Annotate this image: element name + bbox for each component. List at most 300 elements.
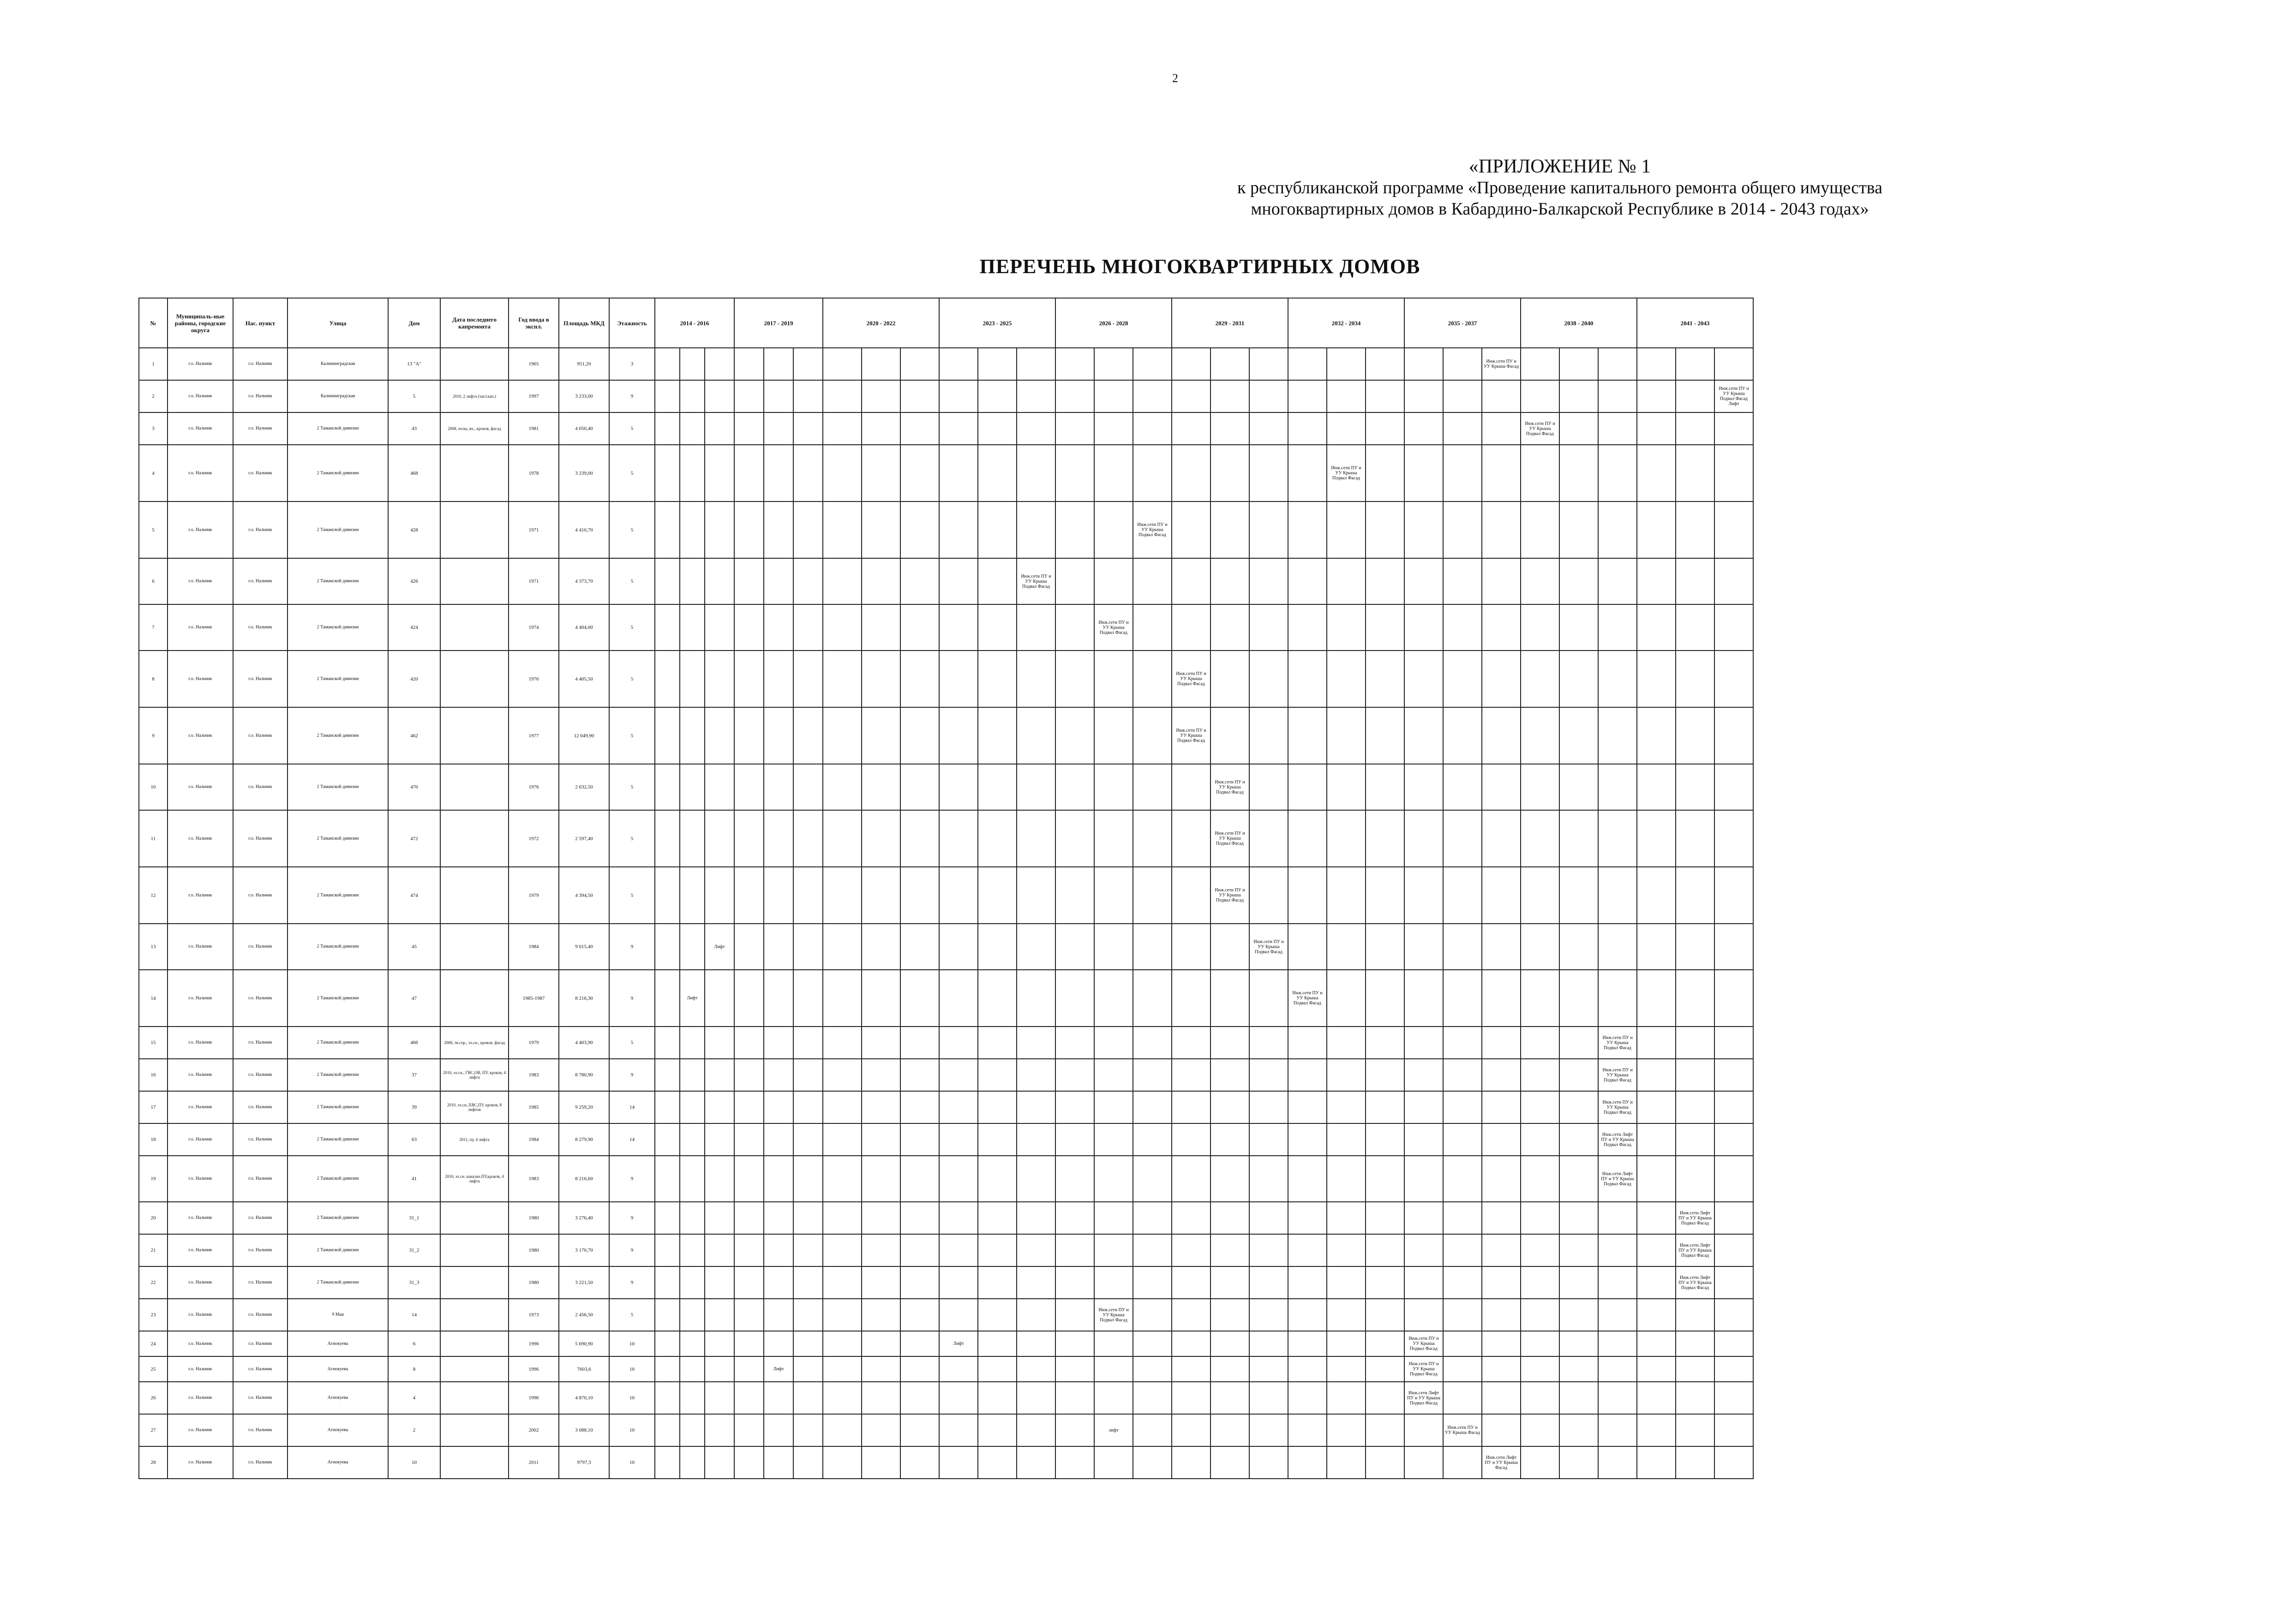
empty-cell [705, 1027, 734, 1059]
cell-num: 14 [139, 970, 168, 1027]
empty-cell [1249, 1156, 1288, 1202]
empty-cell [764, 1091, 793, 1123]
empty-cell [1521, 867, 1559, 924]
header-floors: Этажность [609, 298, 655, 348]
cell-year-built: 1984 [509, 924, 559, 970]
cell-locality: г.о. Нальчик [233, 412, 288, 445]
empty-cell [655, 1356, 680, 1382]
cell-num: 18 [139, 1123, 168, 1156]
empty-cell [655, 1202, 680, 1234]
empty-cell [1637, 867, 1676, 924]
empty-cell [823, 1027, 862, 1059]
empty-cell [939, 764, 978, 810]
cell-municipality: г.о. Нальчик [168, 445, 233, 502]
empty-cell [1598, 502, 1637, 558]
empty-cell [1017, 1356, 1055, 1382]
empty-cell [862, 502, 900, 558]
empty-cell [1055, 1091, 1094, 1123]
empty-cell [1094, 1266, 1133, 1299]
empty-cell [1637, 1266, 1676, 1299]
empty-cell [862, 764, 900, 810]
empty-cell [1172, 1356, 1210, 1382]
empty-cell [680, 707, 705, 764]
empty-cell [655, 1091, 680, 1123]
cell-municipality: г.о. Нальчик [168, 1202, 233, 1234]
empty-cell [1094, 445, 1133, 502]
empty-cell [1559, 604, 1598, 651]
empty-cell [1637, 764, 1676, 810]
period-header: 2032 - 2034 [1288, 298, 1404, 348]
empty-cell [705, 810, 734, 867]
empty-cell [1482, 810, 1521, 867]
empty-cell [1559, 1299, 1598, 1331]
empty-cell [1714, 1299, 1753, 1331]
work-cell: Инж.сети ПУ и УУ Крыша Подвал Фасад Лифт [1714, 380, 1753, 412]
appendix-header [1098, 156, 2021, 220]
empty-cell [1172, 1299, 1210, 1331]
empty-cell [680, 1202, 705, 1234]
cell-street: 2 Таманской дивизии [288, 1059, 388, 1091]
cell-area: 4 404,00 [559, 604, 609, 651]
empty-cell [1637, 412, 1676, 445]
empty-cell [1559, 810, 1598, 867]
empty-cell [1249, 1414, 1288, 1446]
table-row [139, 1027, 1753, 1059]
empty-cell [1055, 1156, 1094, 1202]
table-row [139, 502, 1753, 558]
cell-last-repair [440, 1299, 509, 1331]
empty-cell [1482, 970, 1521, 1027]
empty-cell [1055, 1356, 1094, 1382]
empty-cell [862, 604, 900, 651]
empty-cell [1482, 764, 1521, 810]
empty-cell [862, 445, 900, 502]
cell-municipality: г.о. Нальчик [168, 1446, 233, 1479]
empty-cell [1443, 924, 1482, 970]
empty-cell [862, 1059, 900, 1091]
empty-cell [1055, 502, 1094, 558]
cell-floors: 5 [609, 1299, 655, 1331]
empty-cell [978, 1266, 1017, 1299]
empty-cell [1249, 380, 1288, 412]
empty-cell [1366, 445, 1404, 502]
empty-cell [1288, 380, 1327, 412]
empty-cell [1714, 1331, 1753, 1356]
empty-cell [1443, 1059, 1482, 1091]
cell-num: 21 [139, 1234, 168, 1266]
empty-cell [1327, 558, 1366, 604]
cell-street: 2 Таманской дивизии [288, 1202, 388, 1234]
cell-house: 4 [388, 1382, 440, 1414]
cell-num: 24 [139, 1331, 168, 1356]
empty-cell [1521, 1091, 1559, 1123]
empty-cell [705, 1123, 734, 1156]
cell-locality: г.о. Нальчик [233, 1156, 288, 1202]
empty-cell [823, 604, 862, 651]
appendix-line-1: к республиканской программе «Проведение капитального ремонта общего имущества [1237, 178, 1882, 197]
empty-cell [1172, 867, 1210, 924]
empty-cell [1288, 1234, 1327, 1266]
empty-cell [1521, 1027, 1559, 1059]
cell-num: 13 [139, 924, 168, 970]
cell-municipality: г.о. Нальчик [168, 867, 233, 924]
cell-year-built: 1974 [509, 604, 559, 651]
cell-house: 5 [388, 380, 440, 412]
header-municipality: Муниципаль-ные районы, городские округа [168, 298, 233, 348]
cell-municipality: г.о. Нальчик [168, 1091, 233, 1123]
empty-cell [900, 810, 939, 867]
empty-cell [1055, 1027, 1094, 1059]
empty-cell [900, 1027, 939, 1059]
empty-cell [680, 651, 705, 707]
cell-floors: 9 [609, 1202, 655, 1234]
empty-cell [705, 1266, 734, 1299]
empty-cell [1366, 1266, 1404, 1299]
empty-cell [1327, 924, 1366, 970]
period-header: 2041 - 2043 [1637, 298, 1753, 348]
empty-cell [655, 412, 680, 445]
cell-municipality: г.о. Нальчик [168, 764, 233, 810]
empty-cell [939, 1234, 978, 1266]
work-cell: Инж.сети ПУ и УУ Крыша Подвал Фасад [1172, 651, 1210, 707]
empty-cell [939, 1156, 978, 1202]
empty-cell [1017, 810, 1055, 867]
cell-floors: 5 [609, 764, 655, 810]
empty-cell [823, 707, 862, 764]
empty-cell [823, 1446, 862, 1479]
work-cell: Инж.сети ПУ и УУ Крыша Подвал Фасад [1210, 764, 1249, 810]
empty-cell [1598, 412, 1637, 445]
empty-cell [734, 970, 764, 1027]
cell-locality: г.о. Нальчик [233, 348, 288, 380]
empty-cell [823, 1356, 862, 1382]
empty-cell [939, 1202, 978, 1234]
empty-cell [1288, 1414, 1327, 1446]
empty-cell [1404, 651, 1443, 707]
empty-cell [1637, 1123, 1676, 1156]
cell-num: 1 [139, 348, 168, 380]
empty-cell [823, 502, 862, 558]
empty-cell [1210, 1299, 1249, 1331]
empty-cell [655, 1382, 680, 1414]
empty-cell [1637, 1299, 1676, 1331]
cell-house: 43 [388, 412, 440, 445]
cell-year-built: 1997 [509, 380, 559, 412]
cell-locality: г.о. Нальчик [233, 445, 288, 502]
empty-cell [900, 707, 939, 764]
empty-cell [900, 502, 939, 558]
empty-cell [655, 1123, 680, 1156]
empty-cell [1017, 764, 1055, 810]
cell-year-built: 1983 [509, 1156, 559, 1202]
empty-cell [1327, 867, 1366, 924]
empty-cell [793, 1414, 823, 1446]
cell-area: 3 276,40 [559, 1202, 609, 1234]
empty-cell [1676, 1356, 1714, 1382]
empty-cell [900, 924, 939, 970]
cell-locality: г.о. Нальчик [233, 502, 288, 558]
empty-cell [1172, 1331, 1210, 1356]
empty-cell [655, 1234, 680, 1266]
work-cell: Инж.сети ПУ и УУ Крыша Подвал Фасад [1249, 924, 1288, 970]
appendix-line-2: многоквартирных домов в Кабардино-Балкарской Республике в 2014 - 2043 годах» [1251, 199, 1869, 219]
header-street: Улица [288, 298, 388, 348]
empty-cell [1172, 810, 1210, 867]
empty-cell [1017, 1382, 1055, 1414]
empty-cell [1210, 1027, 1249, 1059]
table-row [139, 651, 1753, 707]
empty-cell [680, 1059, 705, 1091]
cell-house: 470 [388, 764, 440, 810]
empty-cell [1637, 707, 1676, 764]
empty-cell [1521, 1059, 1559, 1091]
cell-locality: г.о. Нальчик [233, 764, 288, 810]
cell-floors: 10 [609, 1331, 655, 1356]
empty-cell [1559, 380, 1598, 412]
empty-cell [939, 1091, 978, 1123]
cell-municipality: г.о. Нальчик [168, 1059, 233, 1091]
empty-cell [1210, 924, 1249, 970]
cell-municipality: г.о. Нальчик [168, 502, 233, 558]
empty-cell [1133, 1356, 1172, 1382]
empty-cell [1559, 1059, 1598, 1091]
empty-cell [680, 1414, 705, 1446]
empty-cell [1210, 412, 1249, 445]
empty-cell [764, 810, 793, 867]
empty-cell [764, 348, 793, 380]
empty-cell [1443, 1382, 1482, 1414]
empty-cell [705, 1356, 734, 1382]
cell-house: 420 [388, 651, 440, 707]
empty-cell [900, 970, 939, 1027]
empty-cell [1637, 604, 1676, 651]
work-cell: Инж.сети ПУ и УУ Крыша Подвал Фасад [1094, 604, 1133, 651]
table-row [139, 558, 1753, 604]
empty-cell [1404, 445, 1443, 502]
empty-cell [978, 380, 1017, 412]
empty-cell [1210, 707, 1249, 764]
empty-cell [939, 1266, 978, 1299]
empty-cell [793, 1266, 823, 1299]
table-row [139, 1123, 1753, 1156]
empty-cell [734, 1123, 764, 1156]
cell-year-built: 1981 [509, 412, 559, 445]
empty-cell [862, 380, 900, 412]
empty-cell [900, 1123, 939, 1156]
empty-cell [1210, 1123, 1249, 1156]
empty-cell [1327, 1202, 1366, 1234]
empty-cell [1055, 558, 1094, 604]
period-header: 2038 - 2040 [1521, 298, 1637, 348]
empty-cell [1249, 1331, 1288, 1356]
empty-cell [1482, 502, 1521, 558]
period-header: 2014 - 2016 [655, 298, 734, 348]
cell-year-built: 1979 [509, 1027, 559, 1059]
empty-cell [1288, 412, 1327, 445]
empty-cell [1521, 924, 1559, 970]
empty-cell [1676, 380, 1714, 412]
empty-cell [1133, 651, 1172, 707]
empty-cell [1094, 1202, 1133, 1234]
cell-last-repair [440, 1382, 509, 1414]
empty-cell [680, 1299, 705, 1331]
cell-house: 6 [388, 1331, 440, 1356]
cell-year-built: 1980 [509, 1234, 559, 1266]
empty-cell [1017, 348, 1055, 380]
empty-cell [978, 1234, 1017, 1266]
empty-cell [793, 558, 823, 604]
cell-num: 19 [139, 1156, 168, 1202]
empty-cell [793, 970, 823, 1027]
table-row [139, 810, 1753, 867]
empty-cell [655, 867, 680, 924]
empty-cell [1598, 707, 1637, 764]
empty-cell [1559, 1331, 1598, 1356]
cell-floors: 9 [609, 1156, 655, 1202]
empty-cell [1249, 348, 1288, 380]
period-header: 2023 - 2025 [939, 298, 1055, 348]
empty-cell [1559, 558, 1598, 604]
cell-locality: г.о. Нальчик [233, 924, 288, 970]
empty-cell [1133, 1027, 1172, 1059]
empty-cell [1055, 412, 1094, 445]
cell-num: 25 [139, 1356, 168, 1382]
empty-cell [655, 445, 680, 502]
empty-cell [1676, 502, 1714, 558]
cell-street: 2 Таманской дивизии [288, 1156, 388, 1202]
empty-cell [939, 970, 978, 1027]
cell-last-repair [440, 810, 509, 867]
empty-cell [1676, 810, 1714, 867]
empty-cell [1249, 1446, 1288, 1479]
empty-cell [705, 348, 734, 380]
cell-num: 16 [139, 1059, 168, 1091]
work-cell: Инж.сети ПУ и УУ Крыша Подвал Фасад [1133, 502, 1172, 558]
empty-cell [1714, 445, 1753, 502]
empty-cell [793, 707, 823, 764]
empty-cell [793, 924, 823, 970]
cell-street: Калининградская [288, 380, 388, 412]
empty-cell [680, 810, 705, 867]
empty-cell [793, 348, 823, 380]
empty-cell [1482, 1027, 1521, 1059]
empty-cell [1598, 867, 1637, 924]
empty-cell [1210, 380, 1249, 412]
period-header: 2029 - 2031 [1172, 298, 1288, 348]
cell-floors: 10 [609, 1356, 655, 1382]
table-row [139, 348, 1753, 380]
work-cell: Инж.сети Лифт ПУ и УУ Крыша Подвал Фасад [1598, 1123, 1637, 1156]
empty-cell [1094, 1156, 1133, 1202]
cell-floors: 5 [609, 810, 655, 867]
empty-cell [764, 1156, 793, 1202]
empty-cell [1094, 1027, 1133, 1059]
work-cell: Инж.сети Лифт ПУ и УУ Крыша Фасад [1482, 1446, 1521, 1479]
empty-cell [939, 1356, 978, 1382]
empty-cell [734, 1266, 764, 1299]
empty-cell [1443, 1331, 1482, 1356]
empty-cell [764, 924, 793, 970]
empty-cell [1637, 810, 1676, 867]
empty-cell [1094, 1331, 1133, 1356]
empty-cell [764, 1382, 793, 1414]
cell-street: 2 Таманской дивизии [288, 502, 388, 558]
table-row [139, 1234, 1753, 1266]
empty-cell [705, 651, 734, 707]
empty-cell [1210, 1414, 1249, 1446]
empty-cell [1559, 867, 1598, 924]
empty-cell [734, 604, 764, 651]
empty-cell [1676, 1299, 1714, 1331]
cell-last-repair [440, 924, 509, 970]
cell-floors: 9 [609, 1266, 655, 1299]
empty-cell [862, 1446, 900, 1479]
empty-cell [793, 651, 823, 707]
empty-cell [1172, 970, 1210, 1027]
empty-cell [1637, 1059, 1676, 1091]
empty-cell [1249, 502, 1288, 558]
empty-cell [734, 651, 764, 707]
cell-municipality: г.о. Нальчик [168, 604, 233, 651]
cell-num: 6 [139, 558, 168, 604]
cell-locality: г.о. Нальчик [233, 1234, 288, 1266]
cell-municipality: г.о. Нальчик [168, 1123, 233, 1156]
empty-cell [705, 1382, 734, 1414]
empty-cell [1443, 1202, 1482, 1234]
empty-cell [1133, 1299, 1172, 1331]
cell-num: 4 [139, 445, 168, 502]
empty-cell [978, 412, 1017, 445]
empty-cell [1055, 604, 1094, 651]
empty-cell [1482, 1234, 1521, 1266]
empty-cell [978, 604, 1017, 651]
empty-cell [823, 1091, 862, 1123]
empty-cell [862, 810, 900, 867]
empty-cell [1133, 1123, 1172, 1156]
empty-cell [1482, 558, 1521, 604]
empty-cell [1327, 810, 1366, 867]
period-header: 2020 - 2022 [823, 298, 939, 348]
empty-cell [1288, 604, 1327, 651]
cell-house: 47 [388, 970, 440, 1027]
empty-cell [1443, 651, 1482, 707]
empty-cell [1288, 707, 1327, 764]
empty-cell [1327, 604, 1366, 651]
empty-cell [1559, 1202, 1598, 1234]
empty-cell [764, 604, 793, 651]
table-row [139, 1382, 1753, 1414]
cell-last-repair [440, 764, 509, 810]
empty-cell [939, 558, 978, 604]
work-cell: Инж.сети ПУ и УУ Крыша Подвал Фасад [1404, 1331, 1443, 1356]
empty-cell [900, 1382, 939, 1414]
cell-floors: 9 [609, 1059, 655, 1091]
empty-cell [1288, 1266, 1327, 1299]
empty-cell [1714, 810, 1753, 867]
empty-cell [1714, 1123, 1753, 1156]
empty-cell [764, 380, 793, 412]
empty-cell [734, 412, 764, 445]
cell-area: 2 456,50 [559, 1299, 609, 1331]
empty-cell [939, 1446, 978, 1479]
cell-street: Агнокуева [288, 1382, 388, 1414]
empty-cell [1017, 1234, 1055, 1266]
cell-last-repair: 2010, 2 лифта (част.кап.) [440, 380, 509, 412]
cell-municipality: г.о. Нальчик [168, 1382, 233, 1414]
empty-cell [939, 1123, 978, 1156]
cell-floors: 10 [609, 1414, 655, 1446]
empty-cell [823, 558, 862, 604]
